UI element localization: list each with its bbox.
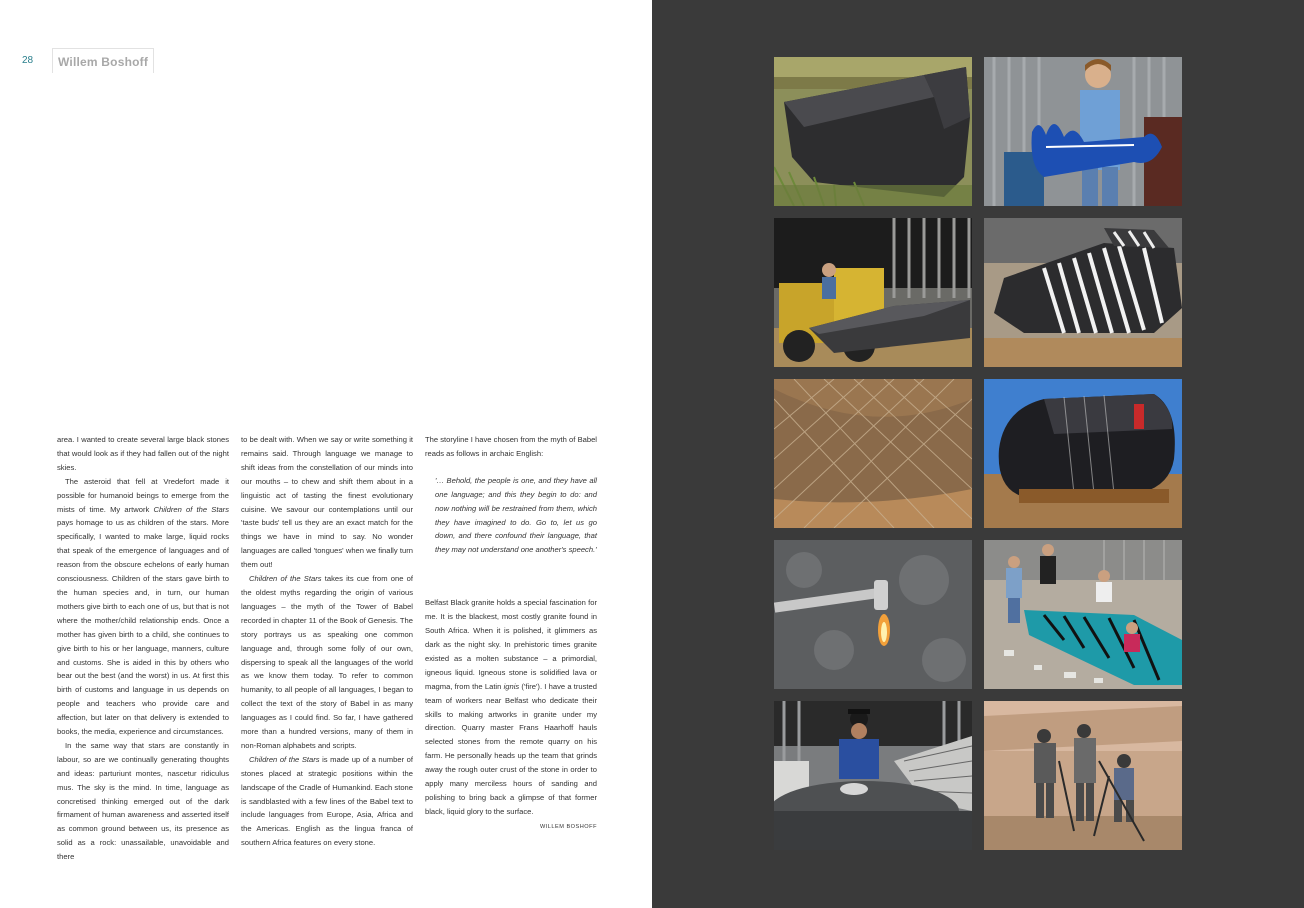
column-gap	[425, 557, 597, 596]
photo-woman-with-blue-templates	[984, 57, 1182, 206]
text-run: takes its cue from one of the oldest myths regarding the origin of various languages – the myth of the Tower of Babel recorded in chapter 11 of the Book of Genesis. The story portrays us as speaking one common language and, through some folly of our own, dispersing to speak all the languages of the world as we know them today. To refer to common humanity, to all people of all languages, I began to collect the text of the story of Babel in as many languages as I could find. So far, I have gathered more than a hundred versions, many of them in non-Roman alphabets and scripts.	[241, 574, 413, 750]
artwork-title: Children of the Stars	[249, 574, 322, 584]
text-run: The asteroid that fell at Vredefort made it possible for humanoid beings to emerge from the mists of time. My artwork	[57, 476, 229, 514]
text-run: pays homage to us as children of the stars. More specifically, I wanted to make large, liquid rocks that speak of the emergence of languages and of reason from the obscure echelons of early human consciousness. Children of the stars gave birth to the human species and, in turn, our human mothers give birth to each one of us, but that is not where the mother/child relationship ends. Once a mother has given birth to a child, she continues to give birth to his or her language, manners, culture and customs. She is aided in this by others who bear out the best (and the worst) in us. At first this birth of customs and language in us depends on people and teachers who provide care and affection, but later on that delivery is extended to books, the media, experience and circumstances.	[57, 518, 229, 737]
latin-word: ignis	[503, 681, 520, 691]
photo-black-stone-in-grass	[774, 57, 972, 206]
text-column-2	[241, 433, 413, 850]
artwork-title: Children of the Stars	[153, 504, 229, 514]
text-run: is made up of a number of stones placed at strategic positions within the landscape of the Cradle of Humankind. Each stone is sandblasted with a few lines of the Babel text to include languages from Europe, Asia, Africa and the Americas. English as the lingua franca of southern Africa features on every stone.	[241, 754, 413, 848]
paragraph	[241, 753, 413, 850]
text-column-1	[57, 433, 229, 864]
paragraph	[241, 572, 413, 753]
photo-polished-stone-on-wood-blocks	[984, 379, 1182, 528]
photo-grid-panel	[652, 0, 1304, 908]
photo-torch-flame-on-stone	[774, 540, 972, 689]
paragraph	[425, 596, 597, 819]
text-column-3	[425, 433, 597, 835]
photo-quarry-workers-drilling	[984, 701, 1182, 850]
babel-quote: '… Behold, the people is one, and they have all one language; and this they begin to do: and now nothing will be restrained from them, which they have imagined to do. Go to, let us go down, and there confound their language, that they may not understand one another's speech.'	[435, 475, 597, 555]
photo-crosshatched-stone-surface	[774, 379, 972, 528]
page-number: 28	[22, 55, 34, 66]
paragraph: area. I wanted to create several large black stones that would look as if they had fallen out of the night skies.	[57, 435, 229, 472]
running-head: Willem Boshoff	[52, 48, 154, 73]
paragraph	[57, 475, 229, 739]
text-run: ('fire'). I have a trusted team of workers near Belfast who dedicate their skills to making artworks in granite under my direction. Quarry master Frans Haarhoff hauls selected stones from the remote quarry on his farm. He personally heads up the team that grinds away the rough outer crust of the stone in order to apply many merciless hours of sanding and polishing to bring back a glimpse of that former black, liquid glory to the surface.	[425, 681, 597, 816]
photo-forklift-carrying-stone	[774, 218, 972, 367]
text-run: Belfast Black granite holds a special fascination for me. It is the blackest, most costly granite found in South Africa. When it is polished, it glimmers as dark as the night sky. In prehistoric times granite existed as a molten substance – a primordial, igneous liquid. Igneous stone is solidified lava or magma, from the Latin	[425, 598, 597, 691]
paragraph: to be dealt with. When we say or write something it remains said. Through language we manage to shift ideas from the constellation of our minds into our mouths – to chew and shift them about in a linguistic act of tasting the finest evolutionary cuisine. We savour our contemplations until our 'taste buds' tell us they are an exact match for the things we have in mind to say. No wonder languages are called 'tongues' when we finally turn them out!	[241, 435, 413, 570]
photo-striped-stone-on-ground	[984, 218, 1182, 367]
photo-workers-with-turquoise-stencils	[984, 540, 1182, 689]
paragraph: In the same way that stars are constantly in labour, so are we continually generating thoughts and ideas: parturiunt montes, nascetur ridiculus mus. The sky is the mind. In time, language as concretised thinking emerged out of the dark firmament of human awareness and asserted itself as common ground between us, its presence as solid as a rock: unassailable, unavoidable and there	[57, 740, 229, 862]
photo-worker-polishing-stone	[774, 701, 972, 850]
artwork-title: Children of the Stars	[249, 754, 320, 764]
author-byline: WILLEM BOSHOFF	[539, 823, 597, 830]
paragraph: The storyline I have chosen from the myth of Babel reads as follows in archaic English:	[425, 435, 597, 458]
